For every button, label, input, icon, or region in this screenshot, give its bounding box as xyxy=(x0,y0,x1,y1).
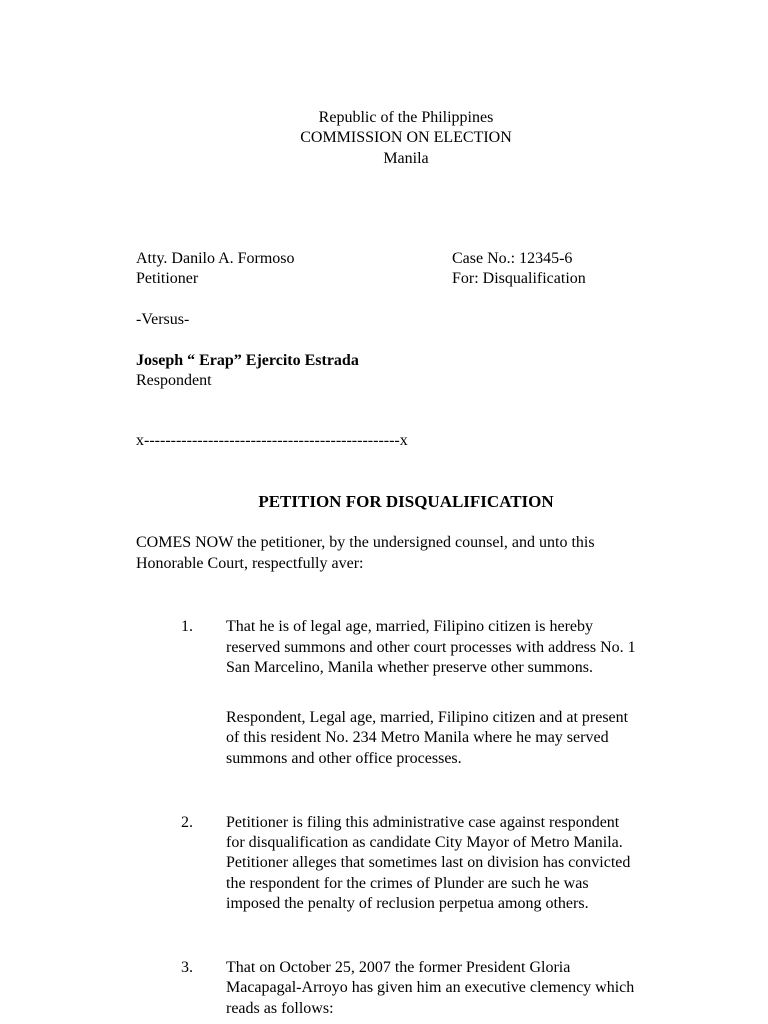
respondent-role: Respondent xyxy=(136,372,212,389)
header-commission: COMMISSION ON ELECTION xyxy=(300,129,512,146)
item-line: Petitioner is filing this administrative case against respondent xyxy=(226,814,620,831)
item-number: 2. xyxy=(181,814,193,831)
item-line: the respondent for the crimes of Plunder are such he was xyxy=(226,875,589,892)
respondent-name: Joseph “ Erap” Ejercito Estrada xyxy=(136,352,359,369)
header-city: Manila xyxy=(383,150,429,167)
item-line: imposed the penalty of reclusion perpetua among others. xyxy=(226,895,589,912)
petitioner-role: Petitioner xyxy=(136,270,199,287)
item-line: reserved summons and other court processes with address No. 1 xyxy=(226,639,636,656)
intro-line: Honorable Court, respectfully aver: xyxy=(136,555,364,572)
item-line: reads as follows: xyxy=(226,1000,334,1017)
item-line: That on October 25, 2007 the former President Gloria xyxy=(226,959,571,976)
item-number: 1. xyxy=(181,618,193,635)
versus-label: -Versus- xyxy=(136,311,190,328)
caption-separator: x------------------------------------------------x xyxy=(136,432,408,449)
item-line: of this resident No. 234 Metro Manila where he may served xyxy=(226,729,609,746)
item-line: Respondent, Legal age, married, Filipino citizen and at present xyxy=(226,709,629,726)
item-line: Petitioner alleges that sometimes last on division has convicted xyxy=(226,854,631,871)
item-number: 3. xyxy=(181,959,193,976)
item-line: That he is of legal age, married, Filipino citizen is hereby xyxy=(226,618,593,635)
item-line: for disqualification as candidate City Mayor of Metro Manila. xyxy=(226,834,623,851)
petitioner-name: Atty. Danilo A. Formoso xyxy=(136,250,295,267)
item-line: Macapagal-Arroyo has given him an executive clemency which xyxy=(226,979,635,996)
petition-title: PETITION FOR DISQUALIFICATION xyxy=(258,492,554,511)
header-republic: Republic of the Philippines xyxy=(318,109,494,126)
case-nature: For: Disqualification xyxy=(452,270,586,287)
item-line: summons and other office processes. xyxy=(226,750,462,767)
intro-line: COMES NOW the petitioner, by the undersigned counsel, and unto this xyxy=(136,534,595,551)
case-number: Case No.: 12345-6 xyxy=(452,250,573,267)
item-line: San Marcelino, Manila whether preserve other summons. xyxy=(226,659,594,676)
